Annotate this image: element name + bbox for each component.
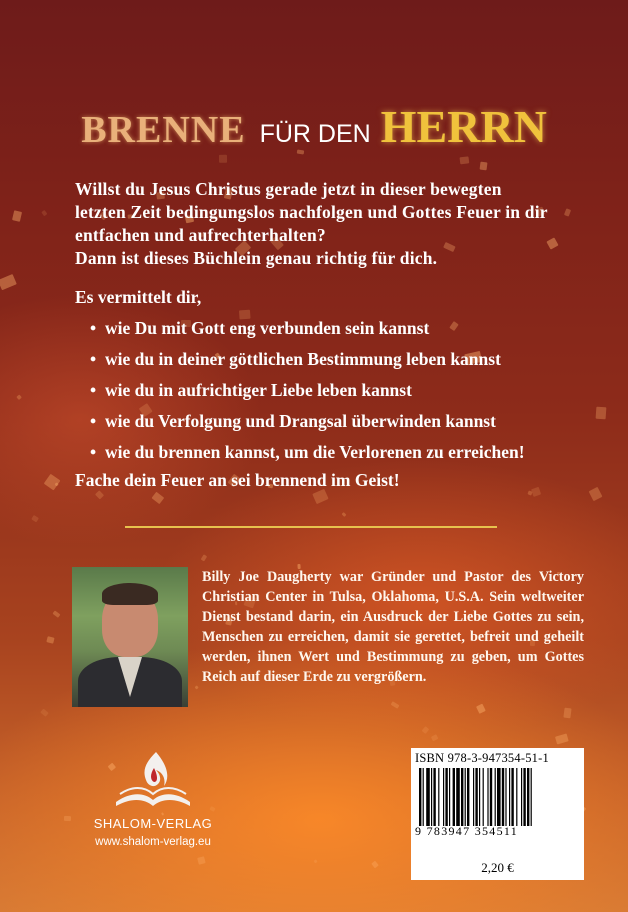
gold-divider [125,526,497,528]
barcode-bars [417,768,577,826]
author-photo [72,567,188,707]
ember-spark [312,489,328,504]
barcode-bar [465,768,466,826]
barcode-bar [521,768,522,826]
ember-spark [152,492,165,504]
barcode-bar [449,768,450,826]
barcode-bar [467,768,469,826]
bullet-icon: • [90,442,97,462]
barcode-bar [473,768,474,826]
ember-spark [596,406,607,418]
barcode-bar [509,768,510,826]
barcode-bar [426,768,430,826]
photo-hair-shape [102,583,158,605]
ember-spark [313,859,317,863]
price-label: 2,20 € [411,858,584,880]
ember-spark [52,610,60,617]
ember-spark [64,816,71,821]
isbn-number: ISBN 978-3-947354-51-1 [415,751,549,765]
barcode-bar [490,768,492,826]
barcode-bar [502,768,504,826]
ember-spark [476,704,486,714]
barcode-bar [443,768,444,826]
ember-spark [44,474,61,491]
title-word-fuer-den: FÜR DEN [259,120,371,148]
barcode-bar [461,768,463,826]
intro-line: letzten Zeit bedingungslos nachfolgen und Gottes Feuer in dir [75,202,548,222]
barcode-bar [523,768,525,826]
bullet-icon: • [90,411,97,431]
ember-spark [220,155,228,163]
ember-spark [94,491,103,500]
barcode-digits: 9 783947 354511 [415,824,519,838]
barcode-bar [527,768,529,826]
list-item [90,380,525,411]
benefit-list [90,318,525,473]
ember-spark [31,515,39,523]
list-item-text: wie du brennen kannst, um die Verlorenen zu erreichen! [105,442,525,462]
closing-line: Fache dein Feuer an sei brennend im Geist! [75,470,400,490]
barcode-bar [453,768,455,826]
barcode-bar [497,768,501,826]
ember-spark [390,701,399,709]
ember-spark [194,686,199,691]
bullet-icon: • [90,349,97,369]
title-word-brenne: BRENNE [81,109,246,151]
list-item [90,349,525,380]
barcode-label [411,748,584,858]
ember-spark [0,274,16,290]
barcode-bar [531,768,532,826]
barcode-bar [456,768,460,826]
barcode-bar [505,768,506,826]
ember-spark [588,487,602,501]
flame-book-logo-icon [110,748,196,814]
intro-paragraph [75,178,595,270]
publisher-logo [88,748,218,858]
barcode-bar [431,768,432,826]
barcode-bar [433,768,435,826]
barcode-bar [445,768,447,826]
author-bio: Billy Joe Daugherty war Gründer und Pastor des Victory Christian Center in Tulsa, Oklahoma, U.S.A. Sein weltweiter Dienst bestand darin, ein Ausdruck der Liebe Gottes zu sein, Menschen zu erreichen, damit sie gerettet, befreit und geheilt werden, ihnen Wert und Bestimmung zu geben, um Gottes Reich auf dieser Erde zu vergrößern. [202,569,584,685]
barcode-bar [479,768,480,826]
list-item-text: wie du in aufrichtiger Liebe leben kannst [105,380,412,400]
book-title [0,100,628,153]
ember-spark [479,162,487,171]
barcode-bar [516,768,517,826]
list-item-text: wie du in deiner göttlichen Bestimmung leben kannst [105,349,501,369]
list-lead: Es vermittelt dir, [75,287,202,307]
list-item [90,411,525,442]
intro-line: Dann ist dieses Büchlein genau richtig für dich. [75,248,438,268]
barcode-bar [475,768,477,826]
barcode-bar [483,768,484,826]
ember-spark [12,210,22,222]
ember-spark [421,726,428,734]
ember-spark [531,486,541,496]
ember-spark [41,210,47,216]
barcode-bar [419,768,421,826]
list-item-text: wie du Verfolgung und Drangsal überwinden kannst [105,411,496,431]
bullet-icon: • [90,318,97,338]
bullet-icon: • [90,380,97,400]
barcode-bar [487,768,488,826]
ember-spark [342,512,347,517]
ember-spark [46,636,55,643]
list-item-text: wie Du mit Gott eng verbunden sein kannst [105,318,430,338]
barcode-bar [438,768,439,826]
barcode-bar [423,768,424,826]
intro-line: entfachen und aufrechterhalten? [75,225,326,245]
ember-spark [563,707,571,717]
publisher-name: SHALOM-VERLAG [93,816,213,831]
ember-spark [16,394,22,400]
intro-line: Willst du Jesus Christus gerade jetzt in dieser bewegten [75,179,502,199]
publisher-url: www.shalom-verlag.eu [95,836,211,848]
barcode-bar [495,768,496,826]
ember-spark [460,157,470,165]
barcode-bar [511,768,513,826]
list-item [90,318,525,349]
ember-spark [555,733,568,744]
ember-spark [40,709,48,717]
ember-spark [431,734,439,742]
title-word-herrn: HERRN [380,101,547,152]
ember-spark [200,554,207,561]
list-item [90,442,525,473]
ember-spark [371,860,379,868]
